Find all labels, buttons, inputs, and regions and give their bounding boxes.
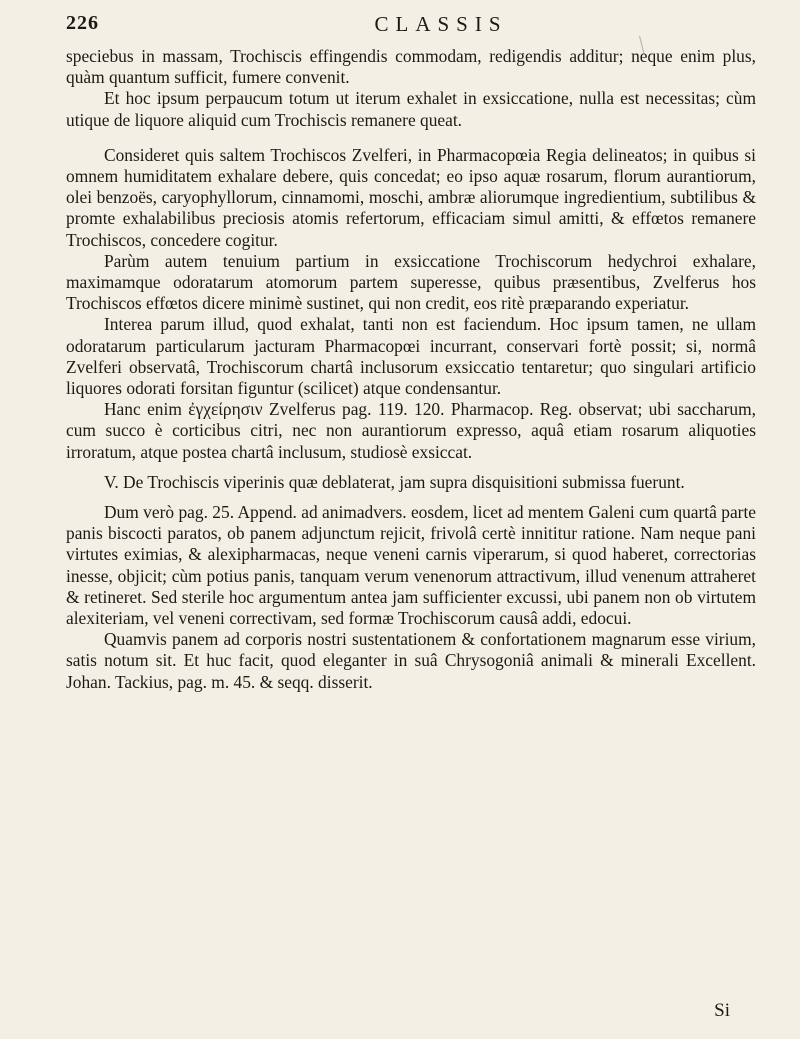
paragraph-2: Et hoc ipsum perpaucum totum ut iterum exhalet in exsiccatione, nulla est necessitas; cùm utique de liquore aliquid cum Trochiscis remanere queat. [66,88,756,130]
paragraph-3: Consideret quis saltem Trochiscos Zvelferi, in Pharmacopœia Regia delineatos; in quibus si omnem humiditatem exhalare debere, quis concedat; eo ipso aquæ rosarum, florum aurantiorum, olei benzoës, caryophyllorum, cinnamomi, moschi, ambræ aliorumque ingredientium, subtilibus & promte exhalabilibus preciosis atomis refertorum, efficaciam simul amitti, & effœtos remanere Trochiscos, concedere cogitur. [66,144,756,250]
page-number: 226 [66,12,99,34]
running-head: CLASSIS [374,12,508,36]
paragraph-6: Hanc enim ἐγχείρησιν Zvelferus pag. 119. 120. Pharmacop. Reg. observat; ubi saccharum, cum succo è corticibus citri, nec non aurantiorum expresso, aquâ etiam rosarum aliquoties irroratum, atque postea chartâ inclusum, studiosè exsiccat. [66,399,756,462]
paragraph-1: speciebus in massam, Trochiscis effingendis commodam, redigendis additur; neque enim plus, quàm quantum sufficit, fumere convenit. [66,46,756,88]
paragraph-4: Parùm autem tenuium partium in exsiccatione Trochiscorum hedychroi exhalare, maximamque odoratarum atomorum partem superesse, quibus præsentibus, Zvelferus hos Trochiscos effœtos dicere minimè sustinet, qui non credit, eos ritè præparando experiatur. [66,250,756,314]
page-header [66,10,756,46]
paragraph-9: Quamvis panem ad corporis nostri sustentationem & confortationem magnarum esse virium, satis notum sit. Et huc facit, quod eleganter in suâ Chrysogoniâ animali & minerali Excellent. Johan. Tackius, pag. m. 45. & seqq. disserit. [66,629,756,692]
paragraph-8: Dum verò pag. 25. Append. ad animadvers. eosdem, licet ad mentem Galeni cum quartâ parte panis biscocti paratos, ob panem adjunctum rejicit, frivolâ certè innititur ratione. Nam neque pani virtutes eximias, & alexipharmacas, neque veneni carnis viperarum, si quod haberet, correctorias inesse, objicit; cùm potius panis, tanquam verum venenorum attractivum, illud venenum attraheret & retineret. Sed sterile hoc argumentum antea jam sufficienter excussi, ubi panem non ob virtutem alexiteriam, vel veneni correctivam, sed formæ Trochiscorum causâ addi, edocui. [66,502,756,629]
paragraph-5: Interea parum illud, quod exhalat, tanti non est faciendum. Hoc ipsum tamen, ne ullam odoratarum particularum jacturam Pharmacopœi incurrant, conservari fortè possit; si, normâ Zvelferi observatâ, Trochiscorum chartâ inclusorum exsiccatio tentaretur; quo singulari artificio liquores odorati forsitan figuntur (scilicet) atque condensantur. [66,314,756,399]
catchword: Si [714,1000,730,1021]
paragraph-7: V. De Trochiscis viperinis quæ deblaterat, jam supra disquisitioni submissa fuerunt. [104,471,685,492]
body-text [66,46,756,693]
